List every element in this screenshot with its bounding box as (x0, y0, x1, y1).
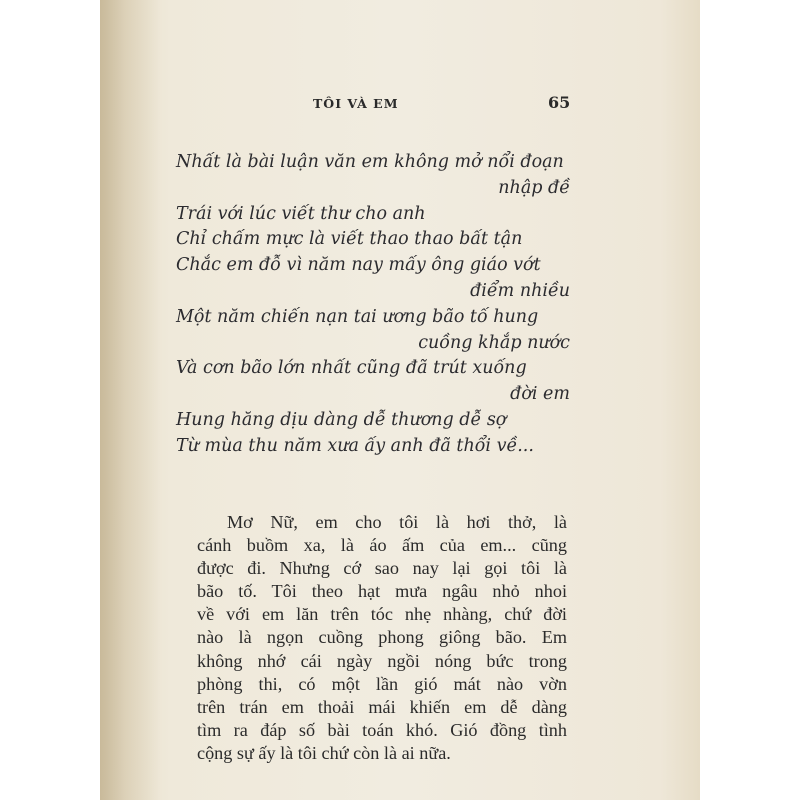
running-title: TÔI VÀ EM (313, 96, 399, 111)
poem-line: Nhất là bài luận văn em không mở nổi đoạn (176, 152, 564, 172)
poem-line: Từ mùa thu năm xưa ấy anh đã thổi về... (176, 435, 534, 456)
poem-line: Trái với lúc viết thư cho anh (176, 203, 426, 224)
prose-line: bão tố. Tôi theo hạt mưa ngâu nhỏ nhoi (197, 581, 567, 602)
prose-line: cánh buồm xa, là áo ấm của em... cũng (197, 535, 567, 556)
prose-line: trên trán em thoải mái khiến em dễ dàng (197, 696, 567, 717)
page-number: 65 (548, 93, 571, 112)
prose-line: về với em lăn trên tóc nhẹ nhàng, chứ đời (197, 604, 567, 625)
poem-line: Và cơn bão lớn nhất cũng đã trút xuống (176, 358, 527, 379)
poem-line: cuồng khắp nước (418, 332, 570, 353)
prose-line: cộng sự ấy là tôi chứ còn là ai nữa. (197, 742, 451, 763)
poem-line: nhập đề (498, 177, 570, 198)
prose-line: Mơ Nữ, em cho tôi là hơi thở, là (227, 512, 567, 532)
poem (176, 150, 570, 460)
poem-line: Chỉ chấm mực là viết thao thao bất tận (176, 229, 523, 250)
poem-line: Hung hăng dịu dàng dễ thương dễ sợ (176, 409, 507, 430)
prose-line: nào là ngọn cuồng phong giông bão. Em (197, 627, 567, 648)
poem-line: Một năm chiến nạn tai ương bão tố hung (176, 306, 539, 327)
prose-line: phòng thi, có một lần gió mát nào vờn (197, 673, 567, 694)
poem-line: điểm nhiều (470, 280, 570, 301)
prose-line: được đi. Nhưng cớ sao nay lại gọi tôi là (197, 558, 567, 579)
poem-line: Chắc em đỗ vì năm nay mấy ông giáo vớt (176, 255, 541, 276)
prose-line: tìm ra đáp số bài toán khó. Gió đồng tình (197, 719, 567, 740)
prose-paragraph (197, 511, 567, 765)
poem-line: đời em (510, 384, 570, 405)
prose-line: không nhớ cái ngày ngồi nóng bức trong (197, 650, 567, 671)
